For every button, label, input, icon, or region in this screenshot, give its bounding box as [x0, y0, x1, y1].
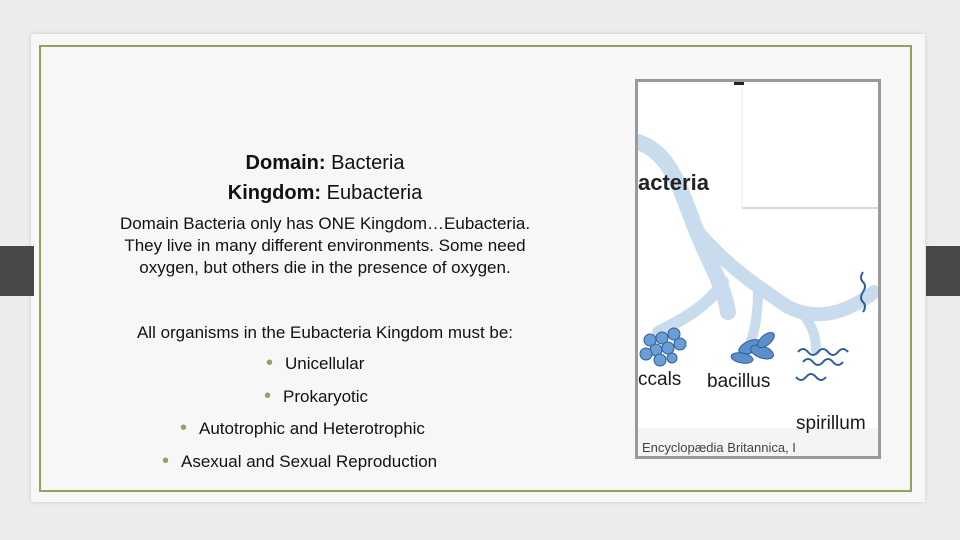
image-caption: Encyclopædia Britannica, I — [642, 440, 796, 455]
bullet-dot: • — [162, 450, 170, 472]
bullet-item — [180, 417, 425, 440]
requirements-intro: All organisms in the Eubacteria Kingdom must be: — [136, 323, 514, 342]
domain-label: Domain: — [245, 152, 326, 174]
description-line: oxygen, but others die in the presence of oxygen. — [139, 258, 511, 277]
image-label-spirillum: spirillum — [796, 413, 866, 434]
bullet-text: Autotrophic and Heterotrophic — [199, 419, 425, 438]
bullet-dot: • — [266, 352, 274, 374]
kingdom-label: Kingdom: — [227, 182, 322, 204]
image-title: acteria — [638, 170, 709, 195]
bullet-dot: • — [264, 385, 272, 407]
bacteria-tree-drawing — [638, 82, 878, 456]
image-label-cocci: ccals — [638, 369, 682, 390]
description-paragraph — [60, 213, 590, 279]
image-label-bacillus: bacillus — [707, 371, 771, 392]
bullet-dot: • — [180, 417, 188, 439]
description-line: Domain Bacteria only has ONE Kingdom…Eubacteria. — [119, 214, 531, 233]
right-side-tab — [926, 246, 960, 296]
domain-heading — [150, 150, 500, 176]
bacteria-tree-image — [635, 79, 881, 459]
description-line: They live in many different environments. Some need — [124, 236, 526, 255]
kingdom-heading — [150, 180, 500, 206]
bullet-item — [264, 385, 368, 408]
bullet-text: Asexual and Sexual Reproduction — [181, 452, 438, 471]
bullet-text: Unicellular — [285, 354, 365, 373]
bullet-text: Prokaryotic — [283, 387, 369, 406]
bullet-item — [266, 352, 364, 375]
kingdom-value: Eubacteria — [321, 182, 423, 204]
bullet-item — [162, 450, 437, 473]
left-side-tab — [0, 246, 34, 296]
domain-value: Bacteria — [325, 152, 405, 174]
